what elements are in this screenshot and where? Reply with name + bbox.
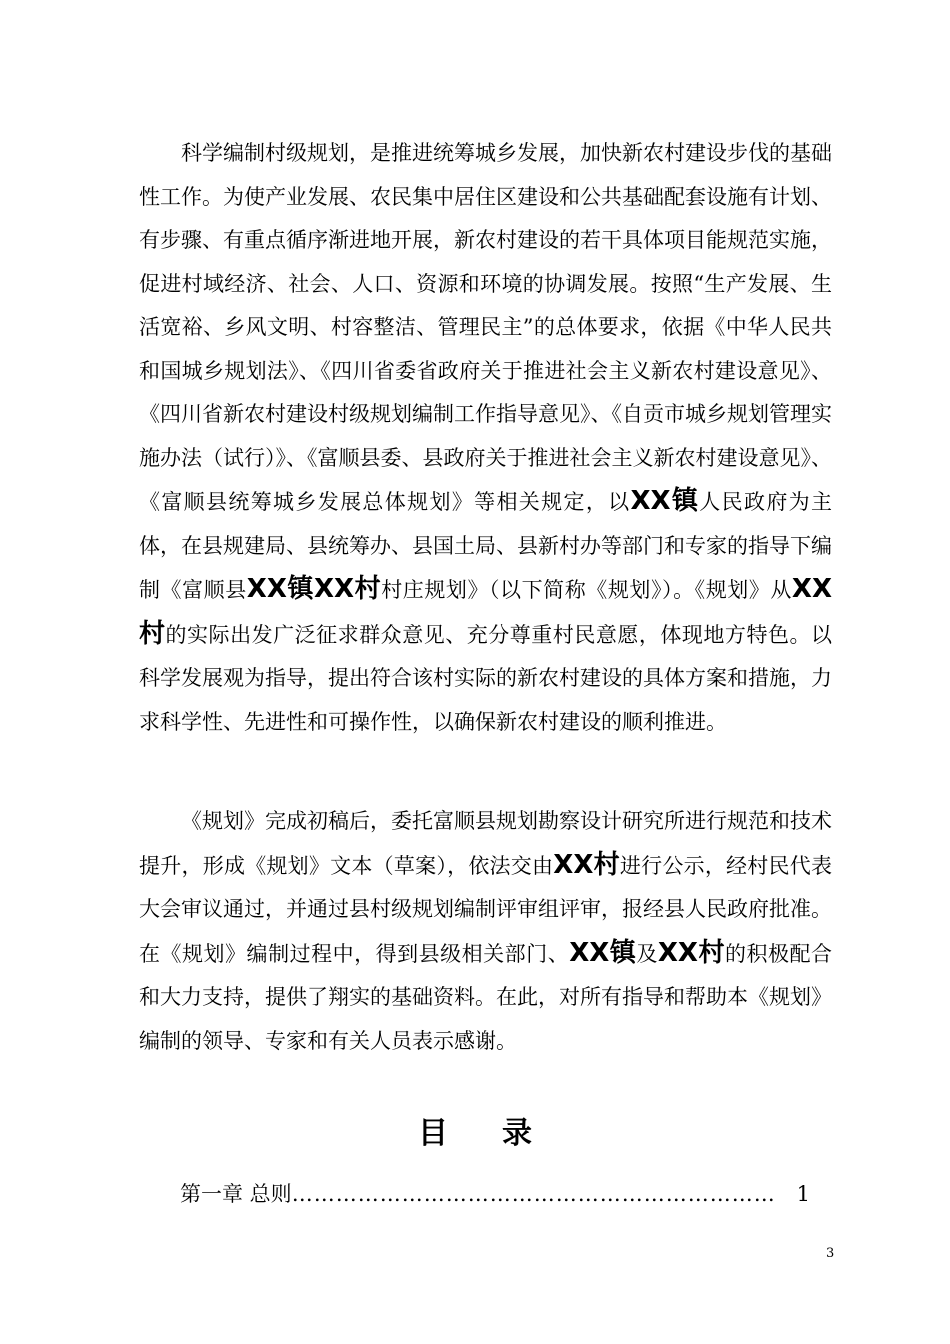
- para2-text-3: 及: [636, 941, 658, 966]
- toc-entry-leader-dots: …………………………………………………………: [291, 1182, 776, 1206]
- preface-paragraph-2: [139, 800, 832, 1063]
- para1-placeholder-village: XX村: [139, 574, 833, 649]
- page-number: 3: [826, 1246, 835, 1261]
- para1-text-4: 的实际出发广泛征求群众意见、充分尊重村民意愿，体现地方特色。以科学发展观为指导，提出符合该村实际的新农村建设的具体方案和措施，力求科学性、先进性和可操作性，以确保新农村建设的顺利推进。: [139, 622, 832, 734]
- toc-entry-chapter-1[interactable]: [180, 1176, 810, 1212]
- para2-placeholder-village-1: XX村: [553, 849, 620, 880]
- para1-text-3: 村庄规划》（以下简称《规划》）。《规划》从: [381, 578, 792, 602]
- toc-entry-page-number: 1: [796, 1182, 810, 1206]
- preface-paragraph-1: [139, 132, 832, 744]
- para2-placeholder-town: XX镇: [569, 937, 637, 968]
- para2-text-1: 《规划》完成初稿后，委托富顺县规划勘察设计研究所进行规范和技术提升，形成《规划》文本（草案），依法交由: [139, 809, 832, 878]
- para1-placeholder-town-village: XX镇XX村: [246, 574, 382, 604]
- para1-placeholder-town: XX镇: [630, 486, 700, 516]
- para1-text-1: 科学编制村级规划，是推进统筹城乡发展，加快新农村建设步伐的基础性工作。为使产业发展、农民集中居住区建设和公共基础配套设施有计划、有步骤、有重点循序渐进地开展，新农村建设的若干具体项目能规范实施，促进村域经济、社会、人口、资源和环境的协调发展。按照“生产发展、生活宽裕、乡风文明、村容整洁、管理民主”的总体要求，依据《中华人民共和国城乡规划法》、《四川省委省政府关于推进社会主义新农村建设意见》、《四川省新农村建设村级规划编制工作指导意见》、《自贡市城乡规划管理实施办法（试行）》、《富顺县委、县政府关于推进社会主义新农村建设意见》、《富顺县统筹城乡发展总体规划》等相关规定，以: [139, 141, 832, 514]
- toc-title: 目录: [418, 1116, 586, 1151]
- toc-entry-label: 第一章 总则: [180, 1182, 292, 1206]
- para2-text-2: 进行公示，经村民代表大会审议通过，并通过县村级规划编制评审组评审，报经县人民政府批准。在《规划》编制过程中，得到县级相关部门、: [139, 853, 833, 966]
- para2-text-4: 的积极配合和大力支持，提供了翔实的基础资料。在此，对所有指导和帮助本《规划》编制的领导、专家和有关人员表示感谢。: [139, 941, 833, 1053]
- para2-placeholder-village-2: XX村: [657, 937, 725, 968]
- para1-text-2: 人民政府为主体，在县规建局、县统筹办、县国土局、县新村办等部门和专家的指导下编制《富顺县: [139, 490, 833, 602]
